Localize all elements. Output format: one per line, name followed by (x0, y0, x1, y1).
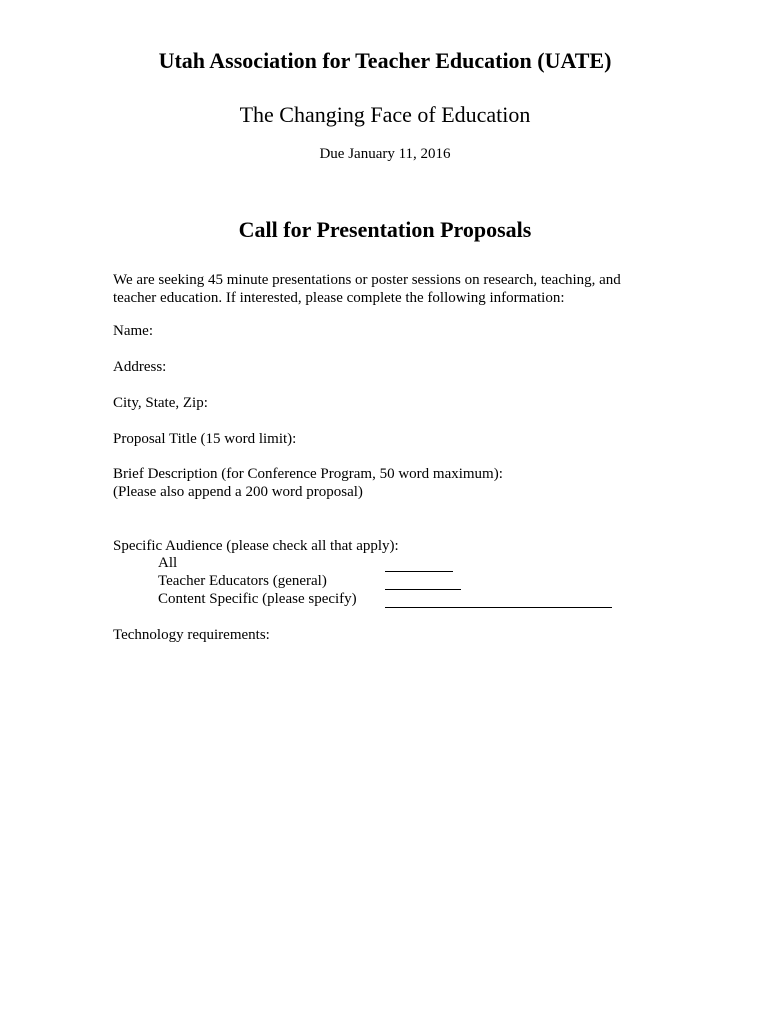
due-date: Due January 11, 2016 (319, 146, 451, 162)
call-title: Call for Presentation Proposals (238, 217, 532, 242)
address-field-label: Address: (113, 359, 167, 375)
audience-option-content-specific: Content Specific (please specify) (158, 591, 357, 607)
intro-line-2: teacher education. If interested, please complete the following information: (113, 290, 565, 306)
audience-content-specific-blank[interactable] (385, 607, 612, 608)
audience-all-blank[interactable] (385, 571, 453, 572)
description-field-label: Brief Description (for Conference Program, 50 word maximum): (113, 466, 503, 482)
name-field-label: Name: (113, 323, 153, 339)
city-state-zip-field-label: City, State, Zip: (113, 395, 208, 411)
conference-theme: The Changing Face of Education (239, 102, 531, 127)
audience-label: Specific Audience (please check all that apply): (113, 538, 399, 554)
description-note: (Please also append a 200 word proposal) (113, 484, 363, 500)
audience-option-all: All (158, 555, 178, 571)
intro-paragraph (113, 271, 653, 307)
technology-requirements-label: Technology requirements: (113, 627, 270, 643)
audience-option-teacher-educators: Teacher Educators (general) (158, 573, 327, 589)
intro-line-1: We are seeking 45 minute presentations or poster sessions on research, teaching, and (113, 272, 621, 288)
organization-title: Utah Association for Teacher Education (UATE) (158, 48, 612, 73)
proposal-title-field-label: Proposal Title (15 word limit): (113, 431, 297, 447)
audience-teacher-educators-blank[interactable] (385, 589, 461, 590)
